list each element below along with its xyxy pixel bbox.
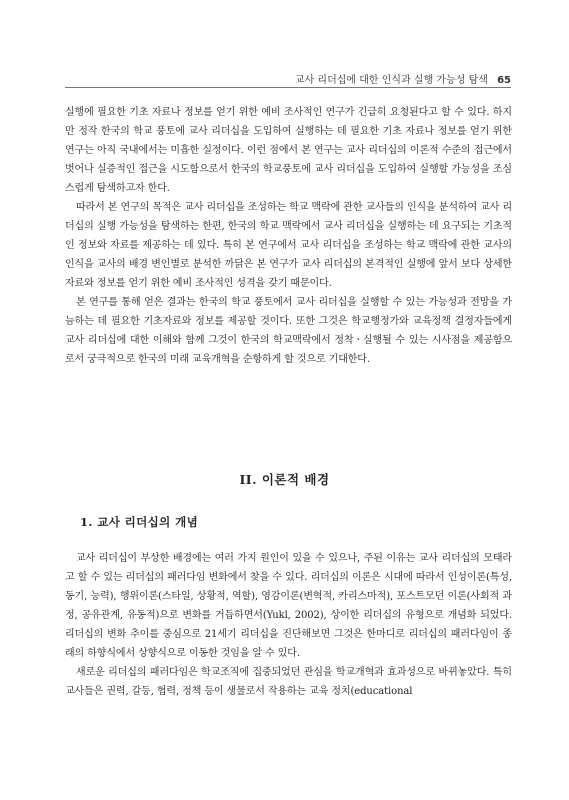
- subsection-heading: 1. 교사 리더십의 개념: [80, 515, 199, 529]
- section-heading: II. 이론적 배경: [239, 472, 330, 487]
- intro-paragraph-1: 실행에 필요한 기초 자료나 정보를 얻기 위한 예비 조사적인 연구가 긴급히 요청된다고 할 수 있다. 하지만 정작 한국의 학교 풍토에 교사 리더십을 도입하여 실행하는 데 필요한 기초 자료나 정보를 얻기 위한 연구는 아직 국내에서는 미흡한 실정이다. 이런 점에서 본 연구는 교사 리더십의 이론적 수준의 접근에서 벗어나 실증적인 접근을 시도함으로서 한국의 학교풍토에 교사 리더십을 도입하여 실행할 가능성을 조심스럽게 탐색하고자 한다.: [65, 107, 512, 194]
- running-header: [211, 71, 511, 86]
- subsection-paragraph-2: 새로운 리더십의 패러다임은 학교조직에 집중되었던 관심을 학교개혁과 효과성으로 바뀌놓았다. 특히 교사들은 권력, 갈등, 협력, 정책 등이 생물로서 작용하는 교육 정치(educational: [65, 667, 512, 697]
- subsection-text: [65, 549, 512, 701]
- subsection-paragraph-1: 교사 리더십이 부상한 배경에는 여러 가지 원인이 있을 수 있으나, 주된 이유는 교사 리더십의 모태라고 할 수 있는 리더십의 패러다임 변화에서 찾을 수 있다. 리더십의 이론은 시대에 따라서 인성이론(특성, 동기, 능력), 행위이론(스타일, 상황적, 역할), 영감이론(변혁적, 카리스마적), 포스트모던 이론(사회적 과정, 공유관계, 유동적)으로 변화를 거듭하면서(Yukl, 2002), 상이한 리더십의 유형으로 개념화 되었다. 리더십의 변화 추이를 중심으로 21세기 리더십을 진단해보면 그것은 한마디로 리더십의 패러다임이 종래의 하향식에서 상향식으로 이동한 것임을 알 수 있다.: [65, 553, 512, 659]
- running-title: 교사 리더십에 대한 인식과 실행 가능성 탐색: [294, 75, 488, 86]
- intro-paragraph-2: 따라서 본 연구의 목적은 교사 리더십을 조성하는 학교 맥락에 관한 교사들의 인식을 분석하여 교사 리더십의 실행 가능성을 탐색하는 한편, 한국의 학교 맥락에서 교사 리더십을 실행하는 데 요구되는 기초적인 정보와 자료를 제공하는 데 있다. 특히 본 연구에서 교사 리더십을 조성하는 학교 맥락에 관한 교사의 인식을 교사의 배경 변인별로 분석한 까닭은 본 연구가 교사 리더십의 본격적인 실행에 앞서 보다 상세한 자료와 정보를 얻기 위한 예비 조사적인 성격을 갖기 때문이다.: [65, 202, 512, 289]
- intro-paragraph-3: 본 연구를 통해 얻은 결과는 한국의 학교 풍토에서 교사 리더십을 실행할 수 있는 가능성과 전망을 가늠하는 데 필요한 기초자료와 정보를 제공할 것이다. 또한 그것은 학교행정가와 교육정책 결정자들에게 교사 리더십에 대한 이해와 함께 그것이 한국의 학교맥락에서 정착ㆍ실행될 수 있는 시사점을 제공함으로서 궁극적으로 한국의 미래 교육개혁을 순항하게 할 것으로 기대한다.: [65, 297, 512, 365]
- header-divider: [65, 87, 511, 88]
- intro-text: [65, 103, 512, 369]
- page-number: 65: [497, 75, 511, 86]
